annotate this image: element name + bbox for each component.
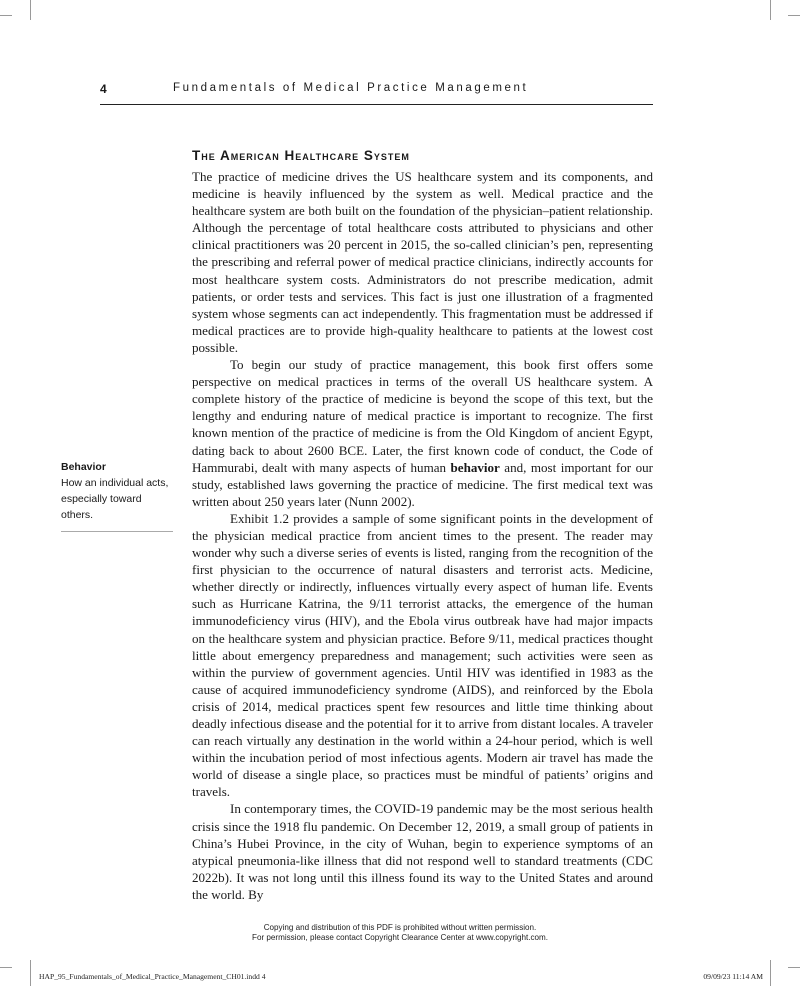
crop-mark-bottom-mid-left <box>0 967 12 968</box>
glossary-term: Behavior <box>61 461 106 473</box>
paragraph-4: In contemporary times, the COVID-19 pandemic may be the most serious health crisis since the 1918 flu pandemic. On December 12, 2019, a small group of patients in China’s Hubei Province, in the city of Wuhan, begin to experience symptoms of an atypical pneumonia-like illness that did not respond well to standard treatments (CDC 2022b). It was not long until this illness found its way to the United States and around the world. By <box>192 801 653 902</box>
margin-glossary-note <box>61 459 173 532</box>
crop-mark-top-right <box>770 0 771 20</box>
book-title: Fundamentals of Medical Practice Management <box>173 82 529 94</box>
page-number: 4 <box>100 82 107 96</box>
crop-mark-mid-right <box>788 15 800 16</box>
running-head <box>100 82 653 105</box>
file-slug: HAP_95_Fundamentals_of_Medical_Practice_Management_CH01.indd 4 <box>39 972 266 981</box>
timestamp-slug: 09/09/23 11:14 AM <box>703 972 763 981</box>
crop-mark-bottom-right <box>770 960 771 986</box>
copyright-line-2: For permission, please contact Copyright Clearance Center at www.copyright.com. <box>252 933 548 942</box>
section-heading: The American Healthcare System <box>192 148 410 163</box>
crop-mark-top-left <box>30 0 31 20</box>
paragraph-1: The practice of medicine drives the US healthcare system and its components, and medicine is heavily influenced by the system as well. Medical practice and the healthcare system are both built on the foundation of the physician–patient relationship. Although the percentage of total healthcare costs attributed to physicians and other clinical practitioners was 20 percent in 2015, the so-called clinician’s pen, representing the prescribing and referral power of medical practice clinicians, indirectly accounts for most healthcare system costs. Administrators do not prescribe medication, admit patients, or order tests and services. This fact is just one illustration of a fragmented system whose segments can act independently. This fragmentation must be addressed if medical practices are to provide high-quality healthcare to patients at the lowest cost possible. <box>192 169 653 355</box>
crop-mark-bottom-mid-right <box>788 967 800 968</box>
copyright-line-1: Copying and distribution of this PDF is prohibited without written permission. <box>263 923 537 932</box>
paragraph-2 <box>192 356 653 510</box>
paragraph-3: Exhibit 1.2 provides a sample of some significant points in the development of the physician medical practice from ancient times to the present. The reader may wonder why such a diverse series of events is listed, ranging from the recognition of the first physician to the occurrence of natural disasters and terrorist acts. Medicine, whether directly or indirectly, influences virtually every aspect of human life. Events such as Hurricane Katrina, the 9/11 terrorist attacks, the emergence of the human immunodeficiency virus (HIV), and the Ebola virus outbreak have had major impacts on the healthcare system and physician practice. Before 9/11, medical practices thought little about emergency preparedness and management; such activities were seen as within the purview of government agencies. Until HIV was identified in 1983 as the cause of acquired immunodeficiency syndrome (AIDS), and reinforced by the Ebola crisis of 2014, medical practices spent few resources and little time thinking about deadly infectious disease and the potential for it to arrive from distant locales. A traveler can reach virtually any destination in the world within a 24-hour period, which is well within the incubation period of most infectious agents. Modern air travel has made the world of disease a single place, so practices must be mindful of patients’ origins and travels. <box>192 510 653 800</box>
body-text <box>192 168 653 903</box>
paragraph-2-text-end: and, most important for our study, established laws governing the practice of medicine. The first medical text was written about 250 years later (Nunn 2002). <box>192 459 654 509</box>
glossary-term-inline: behavior <box>450 459 500 475</box>
crop-mark-mid-left <box>0 15 12 16</box>
copyright-notice <box>0 923 800 943</box>
crop-mark-bottom-left <box>30 960 31 986</box>
glossary-definition: How an individual acts, especially toward others. <box>61 477 169 521</box>
paragraph-2-text-start: To begin our study of practice management, this book first offers some perspective on medical practices in terms of the overall US healthcare system. A complete history of the practice of medicine is beyond the scope of this text, but the lengthy and enduring nature of medical practice is important to recognize. The first known mention of the practice of medicine is from the Old Kingdom of ancient Egypt, dating back to about 2600 BCE. Later, the first known code of conduct, the Code of Hammurabi, dealt with many aspects of human <box>192 357 653 475</box>
